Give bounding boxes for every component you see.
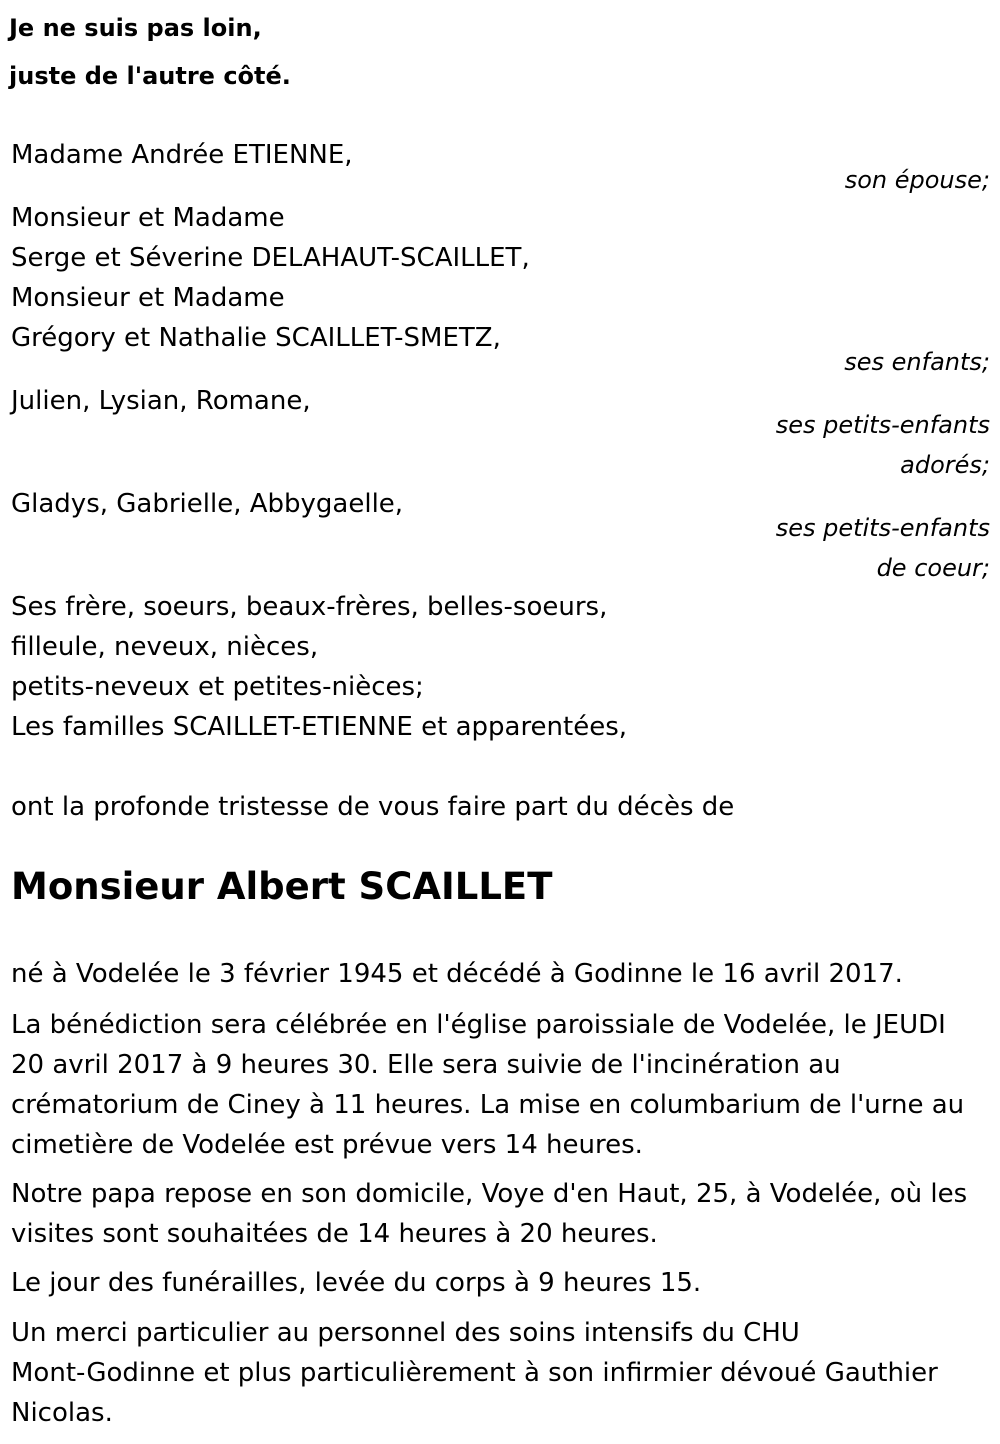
relatives-line-1: Ses frère, soeurs, beaux-frères, belles-soeurs, (11, 592, 608, 622)
deceased-name: Monsieur Albert SCAILLET (11, 865, 553, 908)
visits-paragraph (11, 1174, 993, 1254)
grandchildren-names: Julien, Lysian, Romane, (11, 386, 311, 416)
motto-line-1: Je ne suis pas loin, (9, 14, 262, 42)
birth-death-text: né à Vodelée le 3 février 1945 et décédé à Godinne le 16 avril 2017. (11, 959, 903, 989)
relatives-line-4: Les familles SCAILLET-ETIENNE et apparentées, (11, 712, 628, 742)
spouse-name: Madame Andrée ETIENNE, (11, 140, 353, 170)
ceremony-line-3: crématorium de Ciney à 11 heures. La mise en columbarium de l'urne au (11, 1090, 965, 1120)
heart-grandchildren-names: Gladys, Gabrielle, Abbygaelle, (11, 489, 404, 519)
thanks-line-3: Nicolas. (11, 1398, 113, 1428)
ceremony-line-1: La bénédiction sera célébrée en l'église paroissiale de Vodelée, le JEUDI (11, 1010, 946, 1040)
children-relation: ses enfants; (844, 348, 990, 376)
thanks-paragraph (11, 1313, 993, 1433)
spouse-relation: son épouse; (844, 166, 990, 194)
heart-grandchildren-relation-line-2: de coeur; (876, 554, 990, 582)
ceremony-line-2: 20 avril 2017 à 9 heures 30. Elle sera suivie de l'incinération au (11, 1050, 841, 1080)
motto-line-2: juste de l'autre côté. (9, 62, 291, 90)
thanks-line-2: Mont-Godinne et plus particulièrement à son infirmier dévoué Gauthier (11, 1358, 938, 1388)
children-line-1: Monsieur et Madame (11, 203, 285, 233)
visits-line-2: visites sont souhaitées de 14 heures à 20 heures. (11, 1219, 658, 1249)
relatives-line-2: filleule, neveux, nièces, (11, 632, 319, 662)
children-line-4: Grégory et Nathalie SCAILLET-SMETZ, (11, 323, 501, 353)
relatives-line-3: petits-neveux et petites-nièces; (11, 672, 424, 702)
thanks-line-1: Un merci particulier au personnel des soins intensifs du CHU (11, 1318, 800, 1348)
ceremony-line-4: cimetière de Vodelée est prévue vers 14 heures. (11, 1130, 643, 1160)
procession-text: Le jour des funérailles, levée du corps à 9 heures 15. (11, 1268, 702, 1298)
heart-grandchildren-relation-line-1: ses petits-enfants (775, 514, 990, 542)
children-line-3: Monsieur et Madame (11, 283, 285, 313)
children-line-2: Serge et Séverine DELAHAUT-SCAILLET, (11, 243, 530, 273)
ceremony-paragraph (11, 1005, 993, 1165)
visits-line-1: Notre papa repose en son domicile, Voye d'en Haut, 25, à Vodelée, où les (11, 1179, 968, 1209)
announcement-text: ont la profonde tristesse de vous faire part du décès de (11, 792, 735, 822)
grandchildren-relation-line-2: adorés; (900, 451, 990, 479)
grandchildren-relation-line-1: ses petits-enfants (775, 411, 990, 439)
